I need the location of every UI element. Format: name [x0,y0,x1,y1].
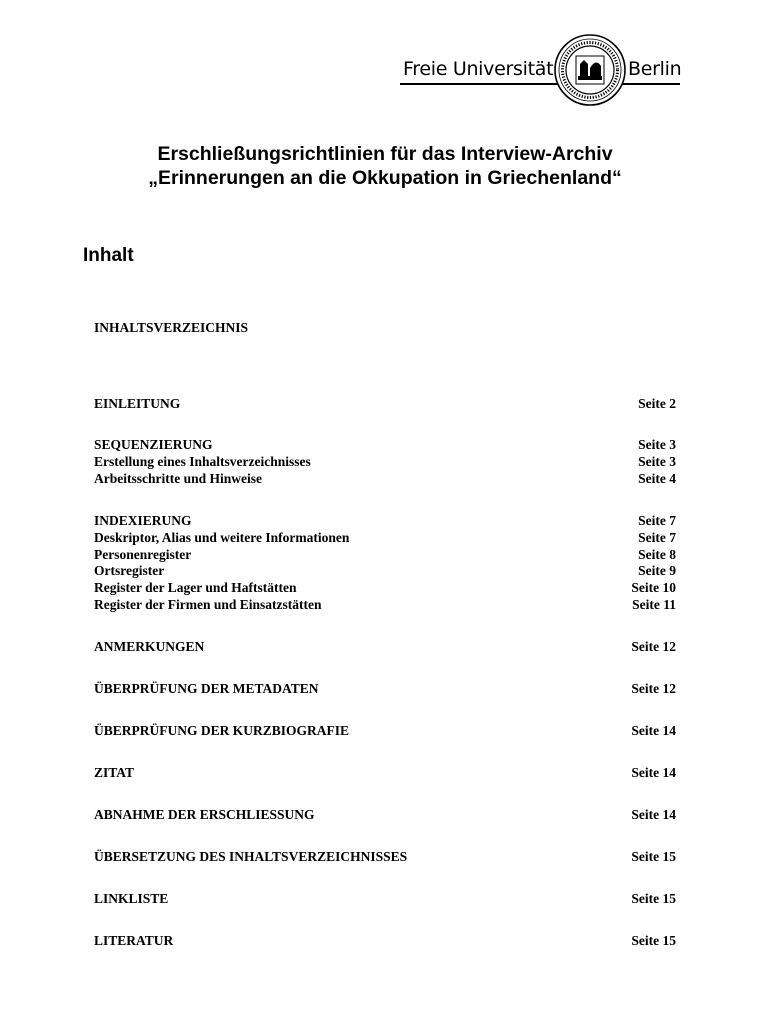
toc-row[interactable] [94,638,676,655]
toc-label: LINKLISTE [94,891,169,906]
toc-label: ZITAT [94,765,135,780]
toc-row[interactable] [94,395,676,412]
toc-label: ÜBERSETZUNG DES INHALTSVERZEICHNISSES [94,849,408,864]
toc-page: Seite 9 [638,563,676,578]
university-logo [400,34,680,106]
logo-text-left: Freie Universität [403,58,554,80]
toc-page: Seite 7 [638,530,676,545]
toc-row[interactable] [94,529,676,546]
toc-label: ABNAHME DER ERSCHLIESSUNG [94,807,315,822]
toc-row[interactable] [94,453,676,470]
toc-row[interactable] [94,470,676,487]
toc-row[interactable] [94,546,676,563]
toc-label: LITERATUR [94,933,174,948]
toc-label: SEQUENZIERUNG [94,437,213,452]
toc-row[interactable] [94,722,676,739]
toc-label: ÜBERPRÜFUNG DER METADATEN [94,681,319,696]
toc-page: Seite 14 [631,723,676,738]
toc-row[interactable] [94,680,676,697]
toc-label: Ortsregister [94,563,165,578]
toc-page: Seite 15 [631,849,676,864]
toc-label: EINLEITUNG [94,396,181,411]
toc-row[interactable] [94,932,676,949]
toc-page: Seite 11 [632,597,676,612]
toc-row[interactable] [94,890,676,907]
toc-page: Seite 10 [631,580,676,595]
toc-label: INHALTSVERZEICHNIS [94,320,249,335]
toc-page: Seite 14 [631,807,676,822]
toc-label: Register der Lager und Haftstätten [94,580,297,595]
toc-label: Deskriptor, Alias und weitere Informationen [94,530,350,545]
toc-page: Seite 3 [638,454,676,469]
university-seal-icon [554,34,626,106]
toc-page: Seite 15 [631,933,676,948]
document-title-line-2: „Erinnerungen an die Okkupation in Griechenland“ [148,167,622,189]
toc-page: Seite 8 [638,547,676,562]
toc-label: ANMERKUNGEN [94,639,205,654]
logo-text-right: Berlin [628,58,682,80]
toc-label: Register der Firmen und Einsatzstätten [94,597,322,612]
toc-page: Seite 12 [631,639,676,654]
toc-row[interactable] [94,579,676,596]
toc-row[interactable] [94,436,676,453]
toc-page: Seite 4 [638,471,676,486]
toc-row[interactable] [94,319,676,336]
toc-row[interactable] [94,562,676,579]
toc-page: Seite 12 [631,681,676,696]
toc-label: ÜBERPRÜFUNG DER KURZBIOGRAFIE [94,723,350,738]
toc-label: Arbeitsschritte und Hinweise [94,471,262,486]
toc-row[interactable] [94,764,676,781]
logo-rule [400,83,680,85]
toc-row[interactable] [94,806,676,823]
section-heading: Inhalt [83,245,134,266]
toc-label: Erstellung eines Inhaltsverzeichnisses [94,454,311,469]
toc-row[interactable] [94,848,676,865]
toc-page: Seite 15 [631,891,676,906]
toc-page: Seite 7 [638,513,676,528]
toc-label: INDEXIERUNG [94,513,192,528]
document-title-line-1: Erschließungsrichtlinien für das Interview-Archiv [157,143,613,165]
toc-row[interactable] [94,596,676,613]
toc-page: Seite 2 [638,396,676,411]
toc-page: Seite 3 [638,437,676,452]
toc-label: Personenregister [94,547,192,562]
toc-row[interactable] [94,512,676,529]
toc-page: Seite 14 [631,765,676,780]
